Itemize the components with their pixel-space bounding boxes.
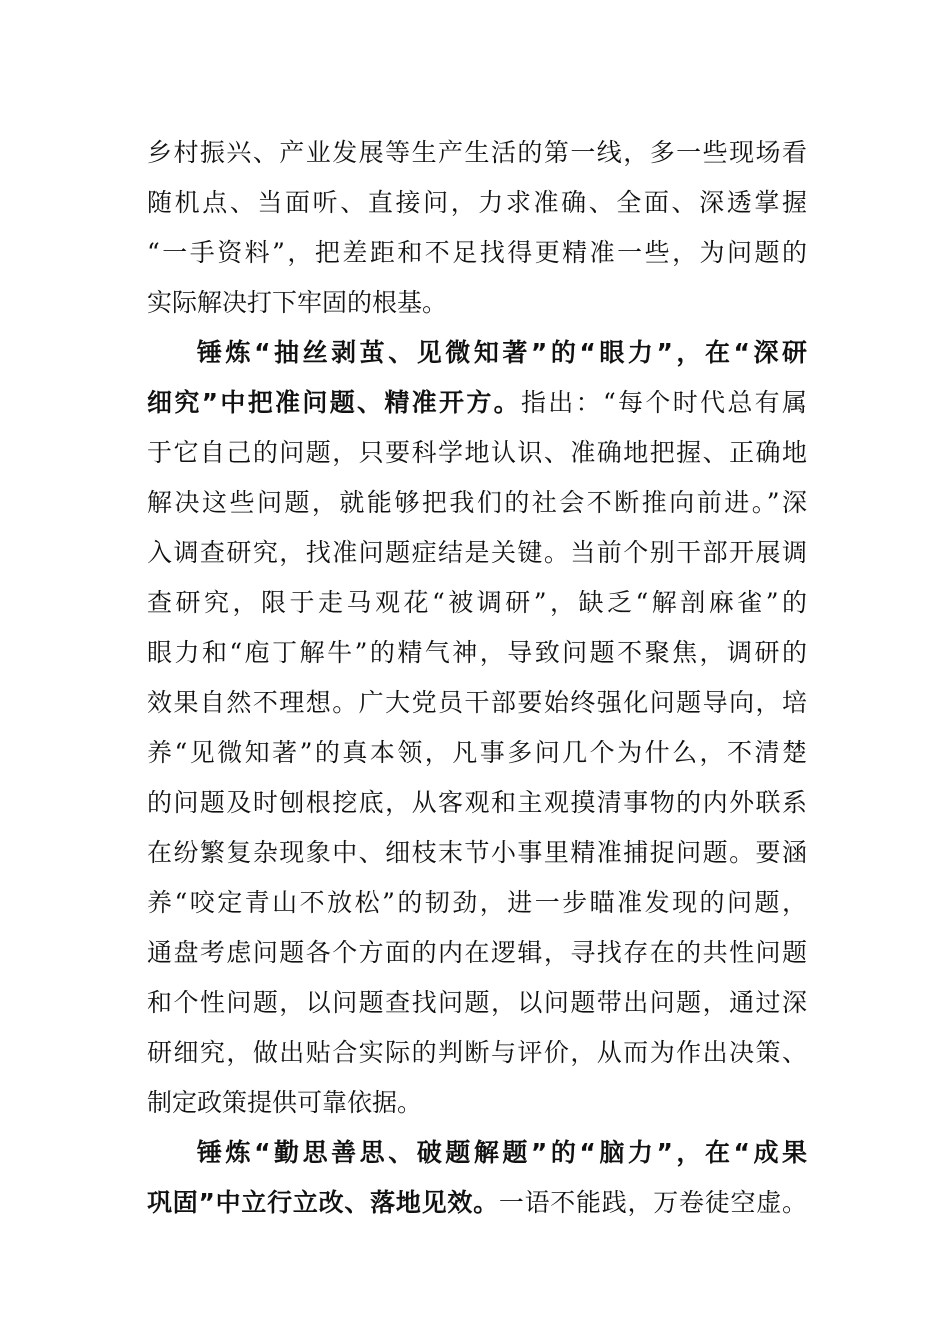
text-line: 查研究，限于走马观花“被调研”，缺乏“解剖麻雀”的	[147, 588, 807, 617]
text-span: 指出：“每个时代总有属	[520, 388, 807, 417]
section-heading: 锤炼“抽丝剥茧、见微知著”的“眼力”，在“深研	[197, 338, 807, 367]
text-line: “一手资料”，把差距和不足找得更精准一些，为问题的	[147, 238, 807, 267]
text-line: 眼力和“庖丁解牛”的精气神，导致问题不聚焦，调研的	[147, 638, 807, 667]
text-line: 解决这些问题，就能够把我们的社会不断推向前进。”深	[147, 488, 807, 517]
text-span: 一语不能践，万卷徒空虚。	[498, 1188, 807, 1217]
paragraph-2	[147, 328, 807, 1128]
section-heading-continued: 巩固”中立行立改、落地见效。	[147, 1188, 499, 1217]
text-line: 效果自然不理想。广大党员干部要始终强化问题导向，培	[147, 688, 807, 717]
text-line: 研细究，做出贴合实际的判断与评价，从而为作出决策、	[147, 1038, 807, 1067]
section-heading-continued: 细究”中把准问题、精准开方。	[147, 388, 521, 417]
text-line: 养“见微知著”的真本领，凡事多问几个为什么，不清楚	[147, 738, 807, 767]
document-page	[147, 128, 807, 1228]
text-line: 和个性问题，以问题查找问题，以问题带出问题，通过深	[147, 988, 807, 1017]
text-line: 通盘考虑问题各个方面的内在逻辑，寻找存在的共性问题	[147, 938, 807, 967]
text-line	[147, 378, 807, 428]
paragraph-3	[147, 1128, 807, 1228]
text-line: 养“咬定青山不放松”的韧劲，进一步瞄准发现的问题，	[147, 888, 807, 917]
text-line: 在纷繁复杂现象中、细枝末节小事里精准捕捉问题。要涵	[147, 838, 807, 867]
text-line: 入调查研究，找准问题症结是关键。当前个别干部开展调	[147, 538, 807, 567]
paragraph-1	[147, 128, 807, 328]
text-line: 的问题及时刨根挖底，从客观和主观摸清事物的内外联系	[147, 788, 807, 817]
text-line: 乡村振兴、产业发展等生产生活的第一线，多一些现场看	[147, 138, 807, 167]
text-line: 制定政策提供可靠依据。	[147, 1088, 423, 1117]
section-heading: 锤炼“勤思善思、破题解题”的“脑力”，在“成果	[197, 1138, 807, 1167]
text-line: 于它自己的问题，只要科学地认识、准确地把握、正确地	[147, 438, 807, 467]
text-line: 随机点、当面听、直接问，力求准确、全面、深透掌握	[147, 188, 807, 217]
text-line	[147, 1178, 807, 1228]
text-line: 实际解决打下牢固的根基。	[147, 288, 448, 317]
